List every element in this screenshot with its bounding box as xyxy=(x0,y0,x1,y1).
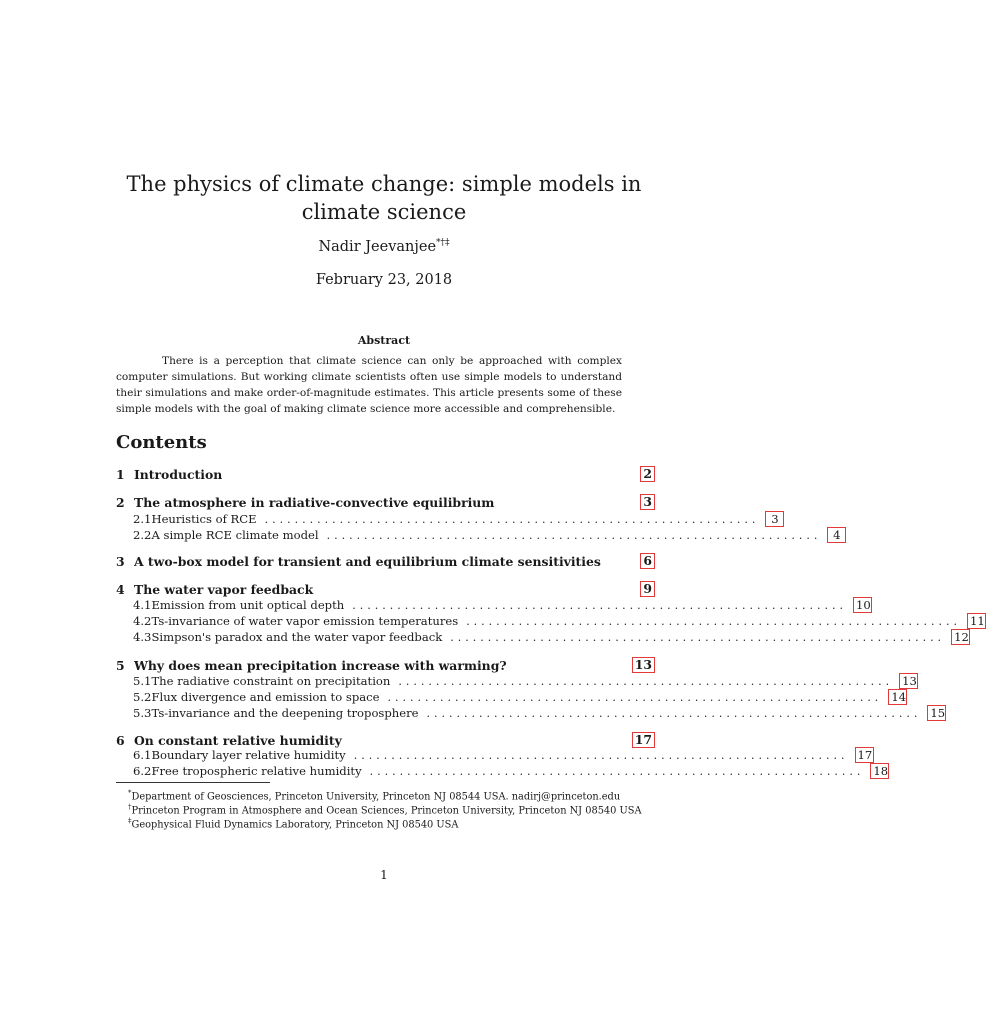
toc-subsection-4-2 xyxy=(133,613,985,629)
toc-section-title: On constant relative humidity xyxy=(134,732,342,748)
footnote-text: Geophysical Fluid Dynamics Laboratory, Princeton NJ 08540 USA xyxy=(131,819,459,831)
toc-page-link[interactable]: 12 xyxy=(951,629,970,645)
toc-page-link[interactable]: 18 xyxy=(870,763,889,779)
toc-subsection-2-2 xyxy=(133,527,841,543)
toc-section-title: Why does mean precipitation increase with warming? xyxy=(134,657,507,673)
toc-subsection-number: 4.2 xyxy=(133,614,152,628)
toc-subsection-number: 2.1 xyxy=(133,512,152,526)
toc-page-link[interactable]: 15 xyxy=(927,705,946,721)
toc-leader-dots: .................................................................. xyxy=(353,748,849,762)
toc-page-link[interactable]: 14 xyxy=(888,689,907,705)
toc-subsection-4-3 xyxy=(133,629,969,645)
toc-subsection-number: 2.2 xyxy=(133,528,152,542)
toc-subsection-5-2 xyxy=(133,689,907,705)
toc-subsection-title: Heuristics of RCE xyxy=(151,512,257,526)
toc-subsection-2-1 xyxy=(133,511,779,527)
toc-page-link[interactable]: 13 xyxy=(899,673,918,689)
toc-leader-dots: .................................................................. xyxy=(369,764,865,778)
toc-page-link[interactable]: 9 xyxy=(640,581,655,597)
toc-page-link[interactable]: 11 xyxy=(967,613,986,629)
footnote-mark: ‡ xyxy=(128,817,132,825)
toc-subsection-title: Simpson's paradox and the water vapor feedback xyxy=(151,630,443,644)
toc-subsection-number: 4.3 xyxy=(133,630,152,644)
footnote-mark: * xyxy=(128,789,132,797)
toc-subsection-title: Free tropospheric relative humidity xyxy=(151,764,362,778)
toc-subsection-number: 6.2 xyxy=(133,764,152,778)
toc-leader-dots: .................................................................. xyxy=(466,614,961,628)
toc-subsection-title: A simple RCE climate model xyxy=(151,528,319,542)
toc-leader-dots: .................................................................. xyxy=(426,706,922,720)
toc-leader-dots: .................................................................. xyxy=(264,512,760,526)
paper-title: The physics of climate change: simple models in climate science xyxy=(126,172,642,224)
toc-section-3 xyxy=(116,552,655,570)
toc-subsection-title: Flux divergence and emission to space xyxy=(151,690,380,704)
toc-subsection-4-1 xyxy=(133,597,871,613)
toc-subsection-title: Ts-invariance of water vapor emission temperatures xyxy=(151,614,459,628)
toc-section-number: 1 xyxy=(116,466,125,482)
toc-section-title: A two-box model for transient and equilibrium climate sensitivities xyxy=(134,553,601,569)
toc-section-4 xyxy=(116,580,655,598)
toc-page-link[interactable]: 17 xyxy=(855,747,874,763)
toc-section-1 xyxy=(116,465,655,483)
toc-section-title: The water vapor feedback xyxy=(134,581,314,597)
toc-subsection-5-3 xyxy=(133,705,946,721)
abstract-text: There is a perception that climate science can only be approached with complex computer simulations. But working climate scientists often use simple models to understand their simulations and make order-of-magnitude estimates. This article presents some of these simple models with the goal of making climate science more accessible and comprehensible. xyxy=(116,355,622,415)
toc-leader-dots: .................................................................. xyxy=(450,630,946,644)
toc-section-2 xyxy=(116,493,655,511)
toc-subsection-number: 5.1 xyxy=(133,674,152,688)
footnote-mark: † xyxy=(128,803,132,811)
page-number: 1 xyxy=(380,868,388,882)
toc-section-5 xyxy=(116,656,655,674)
toc-page-link[interactable]: 6 xyxy=(640,553,655,569)
toc-page-link[interactable]: 3 xyxy=(640,494,655,510)
footnote-rule xyxy=(116,782,270,783)
toc-section-title: The atmosphere in radiative-convective equilibrium xyxy=(134,494,495,510)
toc-subsection-title: The radiative constraint on precipitation xyxy=(151,674,391,688)
footnote-text: Princeton Program in Atmosphere and Ocean Sciences, Princeton University, Princeton NJ 08540 USA xyxy=(131,805,642,817)
author-marks: *†‡ xyxy=(436,238,450,248)
contents-heading: Contents xyxy=(116,432,207,453)
toc-subsection-title: Emission from unit optical depth xyxy=(151,598,345,612)
toc-leader-dots: .................................................................. xyxy=(326,528,822,542)
toc-leader-dots: .................................................................. xyxy=(398,674,894,688)
toc-page-link[interactable]: 3 xyxy=(765,511,784,527)
toc-page-link[interactable]: 2 xyxy=(640,466,655,482)
toc-section-number: 4 xyxy=(116,581,125,597)
footnote-3 xyxy=(128,814,458,832)
toc-subsection-5-1 xyxy=(133,673,917,689)
toc-section-number: 2 xyxy=(116,494,125,510)
author-name: Nadir Jeevanjee xyxy=(318,238,437,255)
toc-subsection-title: Ts-invariance and the deepening troposphere xyxy=(151,706,419,720)
toc-subsection-6-2 xyxy=(133,763,889,779)
footnote-text: Department of Geosciences, Princeton University, Princeton NJ 08544 USA. nadirj@princeton.edu xyxy=(131,791,621,803)
toc-page-link[interactable]: 10 xyxy=(853,597,872,613)
toc-subsection-number: 6.1 xyxy=(133,748,152,762)
toc-leader-dots: .................................................................. xyxy=(352,598,848,612)
toc-page-link[interactable]: 4 xyxy=(827,527,846,543)
toc-subsection-number: 5.3 xyxy=(133,706,152,720)
toc-subsection-title: Boundary layer relative humidity xyxy=(151,748,346,762)
toc-section-number: 5 xyxy=(116,657,125,673)
toc-subsection-number: 5.2 xyxy=(133,690,152,704)
toc-section-title: Introduction xyxy=(134,466,223,482)
toc-section-number: 3 xyxy=(116,553,125,569)
toc-leader-dots: .................................................................. xyxy=(387,690,883,704)
toc-subsection-number: 4.1 xyxy=(133,598,152,612)
toc-page-link[interactable]: 17 xyxy=(632,732,655,748)
author-line xyxy=(0,238,768,255)
toc-page-link[interactable]: 13 xyxy=(632,657,655,673)
toc-subsection-6-1 xyxy=(133,747,873,763)
paper-date: February 23, 2018 xyxy=(315,272,453,288)
toc-section-number: 6 xyxy=(116,732,125,748)
abstract-heading: Abstract xyxy=(357,334,411,347)
